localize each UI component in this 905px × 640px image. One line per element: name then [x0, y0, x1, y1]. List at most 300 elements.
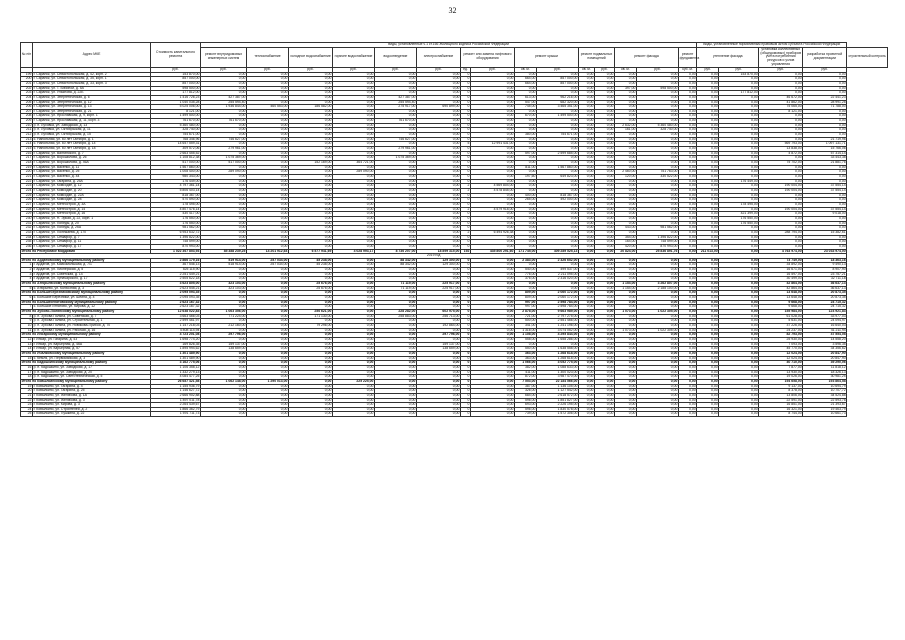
value-cell: 0,00: [719, 328, 759, 333]
value-cell: 0,00: [595, 291, 615, 296]
value-cell: 0,00: [471, 123, 515, 128]
value-cell: 0,00: [289, 77, 333, 82]
value-cell: 0,00: [515, 123, 537, 128]
value-cell: 0,00: [615, 202, 637, 207]
value-cell: 1 108,00: [515, 333, 537, 338]
value-cell: 0,00: [333, 375, 375, 380]
row-number: 14: [21, 347, 33, 352]
value-cell: 0,00: [471, 109, 515, 114]
value-cell: 0,00: [417, 272, 461, 277]
value-cell: 0,00: [697, 165, 719, 170]
value-cell: 0,00: [333, 300, 375, 305]
value-cell: 0,00: [515, 142, 537, 147]
value-cell: 0,00: [637, 389, 679, 394]
value-cell: 0,00: [471, 105, 515, 110]
value-cell: 0,00: [595, 347, 615, 352]
value-cell: 323 103,00: [201, 282, 247, 287]
value-cell: 2 598 784,00: [537, 300, 579, 305]
value-cell: 0,00: [615, 337, 637, 342]
row-number: 214: [21, 142, 33, 147]
value-cell: 0,00: [471, 291, 515, 296]
value-cell: 279 961,00: [201, 147, 247, 152]
value-cell: 0,00: [595, 221, 615, 226]
value-cell: 2 188 100,00: [637, 286, 679, 291]
header-col: ремонт подвальных помещений: [579, 47, 615, 67]
value-cell: 0: [461, 128, 471, 133]
value-cell: 0,00: [333, 407, 375, 412]
value-cell: 0,00: [247, 319, 289, 324]
row-number: 205: [21, 100, 33, 105]
value-cell: 0,00: [333, 100, 375, 105]
value-cell: 2 663 455,52: [151, 151, 201, 156]
value-cell: 0,00: [615, 393, 637, 398]
row-number: 219: [21, 165, 33, 170]
value-cell: 776,00: [515, 272, 537, 277]
value-cell: 171 745,00: [515, 249, 537, 254]
value-cell: 0,00: [201, 175, 247, 180]
value-cell: 0,00: [375, 277, 417, 282]
value-cell: 5 806 403,14: [151, 188, 201, 193]
value-cell: 0,00: [803, 221, 847, 226]
value-cell: 0,00: [615, 333, 637, 338]
value-cell: 0,00: [289, 193, 333, 198]
value-cell: 0,00: [537, 282, 579, 287]
value-cell: 4 084 477,25: [151, 375, 201, 380]
value-cell: 0,00: [697, 216, 719, 221]
address-cell: г. Саранск, ул. Ворошилова, д. 46А: [33, 161, 151, 166]
value-cell: 0,00: [375, 175, 417, 180]
value-cell: 0,00: [333, 123, 375, 128]
value-cell: 36 637,13: [803, 286, 847, 291]
value-cell: 0,00: [679, 165, 697, 170]
value-cell: 0,00: [417, 216, 461, 221]
value-cell: 0: [461, 351, 471, 356]
value-cell: 0,00: [595, 328, 615, 333]
value-cell: 0,00: [333, 291, 375, 296]
row-number: 224: [21, 188, 33, 193]
value-cell: 0,00: [247, 109, 289, 114]
value-cell: 257 034,00: [247, 263, 289, 268]
value-cell: 0,00: [679, 398, 697, 403]
value-cell: 9 137,00: [759, 384, 803, 389]
row-number: 217: [21, 156, 33, 161]
value-cell: 0,00: [375, 133, 417, 138]
value-cell: 517 000,00: [201, 161, 247, 166]
value-cell: 0,00: [679, 328, 697, 333]
value-cell: 21 393,67: [803, 403, 847, 408]
value-cell: 3 052 775,00: [537, 361, 579, 366]
value-cell: 0,00: [579, 207, 595, 212]
value-cell: 176 550,00: [151, 216, 201, 221]
value-cell: 0,00: [515, 147, 537, 152]
value-cell: 0: [461, 291, 471, 296]
value-cell: 721,00: [515, 314, 537, 319]
value-cell: 0,00: [719, 244, 759, 249]
value-cell: 0,00: [719, 128, 759, 133]
value-cell: 748 599,00: [151, 240, 201, 245]
value-cell: 0,00: [201, 179, 247, 184]
row-number: 210: [21, 123, 33, 128]
value-cell: 0,00: [637, 161, 679, 166]
value-cell: 0,00: [595, 379, 615, 384]
value-cell: 0,00: [595, 235, 615, 240]
value-cell: 0,00: [579, 156, 595, 161]
value-cell: 0,00: [515, 91, 537, 96]
value-cell: 0,00: [697, 105, 719, 110]
value-cell: 0,00: [595, 286, 615, 291]
header-col: ремонт крыши: [515, 47, 579, 67]
value-cell: 0,00: [417, 403, 461, 408]
value-cell: 0,00: [375, 398, 417, 403]
value-cell: 1 147 218,03: [151, 324, 201, 329]
value-cell: 0,00: [679, 105, 697, 110]
row-number: 5: [21, 286, 33, 291]
value-cell: 18 326,13: [803, 370, 847, 375]
value-cell: 0,00: [679, 179, 697, 184]
value-cell: 0,00: [201, 268, 247, 273]
value-cell: 0,00: [247, 240, 289, 245]
value-cell: 0,00: [333, 263, 375, 268]
value-cell: 0,00: [615, 188, 637, 193]
value-cell: 0,00: [333, 137, 375, 142]
value-cell: 0,00: [375, 179, 417, 184]
value-cell: 0,00: [719, 333, 759, 338]
value-cell: 23 757,21: [803, 272, 847, 277]
row-label: Итого по Ичалковскому муниципальному району: [21, 351, 151, 356]
value-cell: 0,00: [615, 105, 637, 110]
value-cell: 0,00: [417, 370, 461, 375]
value-cell: 0,00: [595, 119, 615, 124]
value-cell: 0,00: [803, 202, 847, 207]
value-cell: 0,00: [471, 161, 515, 166]
value-cell: 0,00: [803, 109, 847, 114]
value-cell: 0,00: [719, 175, 759, 180]
value-cell: 0,00: [579, 296, 595, 301]
value-cell: 0,00: [579, 72, 595, 77]
address-cell: г. Саранск, ул. Метеостроя, д. 16: [33, 212, 151, 217]
value-cell: 0,00: [679, 202, 697, 207]
value-cell: 0,00: [201, 351, 247, 356]
value-cell: 0,00: [803, 170, 847, 175]
value-cell: 0,00: [289, 100, 333, 105]
value-cell: 0,00: [289, 272, 333, 277]
value-cell: 0,00: [417, 375, 461, 380]
value-cell: 34 356,62: [803, 347, 847, 352]
value-cell: 0: [461, 403, 471, 408]
value-cell: 0,00: [637, 230, 679, 235]
value-cell: 0,00: [375, 361, 417, 366]
value-cell: 0,00: [719, 142, 759, 147]
value-cell: 0,00: [679, 361, 697, 366]
value-cell: 0,00: [595, 333, 615, 338]
value-cell: 0,00: [515, 216, 537, 221]
value-cell: 0: [461, 77, 471, 82]
value-cell: 0,00: [375, 202, 417, 207]
row-number: 9: [21, 319, 33, 324]
value-cell: 0,00: [333, 198, 375, 203]
value-cell: 0,00: [595, 193, 615, 198]
value-cell: 0,00: [333, 179, 375, 184]
value-cell: 0,00: [537, 202, 579, 207]
value-cell: 0,00: [201, 72, 247, 77]
value-cell: 0,00: [579, 170, 595, 175]
value-cell: 682 320,00: [537, 100, 579, 105]
value-cell: 0,00: [679, 95, 697, 100]
value-cell: 0,00: [595, 207, 615, 212]
value-cell: 0,00: [333, 347, 375, 352]
value-cell: 297 796,00: [417, 333, 461, 338]
value-cell: 0,00: [537, 91, 579, 96]
value-cell: 0: [461, 133, 471, 138]
value-cell: 0,00: [719, 389, 759, 394]
value-cell: 0,00: [719, 296, 759, 301]
value-cell: 0,00: [333, 258, 375, 263]
value-cell: 0,00: [471, 156, 515, 161]
value-cell: 0,00: [247, 179, 289, 184]
value-cell: 0,00: [579, 310, 595, 315]
value-cell: 1 241 196,00: [537, 324, 579, 329]
value-cell: 88 342,00: [375, 258, 417, 263]
value-cell: 2 095 093,35: [151, 291, 201, 296]
value-cell: 768 346,96: [151, 137, 201, 142]
value-cell: 22 593,78: [803, 398, 847, 403]
value-cell: 596,00: [515, 407, 537, 412]
value-cell: 0,00: [333, 384, 375, 389]
value-cell: 0,00: [697, 370, 719, 375]
value-cell: 0,00: [471, 300, 515, 305]
value-cell: 0,00: [471, 151, 515, 156]
value-cell: 0,00: [417, 230, 461, 235]
address-cell: г. Саранск, ул. Метеостроя, д. 14: [33, 207, 151, 212]
value-cell: 0,00: [515, 212, 537, 217]
value-cell: 0,00: [417, 128, 461, 133]
value-cell: 0,00: [333, 370, 375, 375]
value-cell: 0,00: [537, 184, 579, 189]
value-cell: 0,00: [719, 375, 759, 380]
row-number: 234: [21, 235, 33, 240]
value-cell: 0,00: [471, 342, 515, 347]
value-cell: 0,00: [595, 277, 615, 282]
value-cell: 0,00: [201, 235, 247, 240]
value-cell: 0,00: [637, 351, 679, 356]
value-cell: 0: [461, 165, 471, 170]
value-cell: 30 499,00: [759, 277, 803, 282]
value-cell: 0,00: [595, 109, 615, 114]
value-cell: 0,00: [595, 249, 615, 254]
value-cell: 0,00: [679, 272, 697, 277]
value-cell: 0,00: [375, 342, 417, 347]
value-cell: 0,00: [333, 133, 375, 138]
value-cell: 857 000,00: [537, 81, 579, 86]
value-cell: 0,00: [417, 337, 461, 342]
row-number: 201: [21, 81, 33, 86]
value-cell: 0,00: [289, 179, 333, 184]
value-cell: 0,00: [247, 123, 289, 128]
value-cell: 0,00: [697, 202, 719, 207]
value-cell: 0,00: [247, 198, 289, 203]
value-cell: 0,00: [417, 109, 461, 114]
value-cell: 400,00: [515, 193, 537, 198]
value-cell: 0,00: [417, 296, 461, 301]
row-number: 229: [21, 212, 33, 217]
value-cell: 0,00: [615, 207, 637, 212]
value-cell: 1 301 489,90: [151, 356, 201, 361]
value-cell: 0,00: [679, 109, 697, 114]
value-cell: 0,00: [615, 216, 637, 221]
value-cell: 0,00: [201, 370, 247, 375]
value-cell: 0,00: [289, 151, 333, 156]
value-cell: 0,00: [697, 133, 719, 138]
value-cell: 0,00: [375, 226, 417, 231]
value-cell: 0,00: [417, 95, 461, 100]
value-cell: 0,00: [615, 142, 637, 147]
value-cell: 25 930,00: [759, 337, 803, 342]
value-cell: 1 268 618,00: [537, 351, 579, 356]
value-cell: 0,00: [417, 137, 461, 142]
value-cell: 0,00: [637, 370, 679, 375]
value-cell: 613,00: [515, 95, 537, 100]
value-cell: 0,00: [247, 165, 289, 170]
value-cell: 0,00: [803, 165, 847, 170]
value-cell: 0,00: [247, 137, 289, 142]
value-cell: 0,00: [375, 230, 417, 235]
value-cell: 0,00: [679, 119, 697, 124]
value-cell: 980 343,00: [151, 175, 201, 180]
value-cell: 0,00: [515, 119, 537, 124]
unit-cell: кв. м.: [515, 67, 537, 72]
value-cell: 0,00: [417, 193, 461, 198]
value-cell: 0: [461, 272, 471, 277]
value-cell: 0,00: [289, 347, 333, 352]
value-cell: 0,00: [697, 175, 719, 180]
row-label: Итого по Республике Мордовия: [21, 249, 151, 254]
value-cell: 0,00: [417, 300, 461, 305]
row-number: 225: [21, 193, 33, 198]
value-cell: 1 040 035,28: [151, 100, 201, 105]
value-cell: 0,00: [595, 240, 615, 245]
value-cell: 0,00: [247, 277, 289, 282]
unit-cell: руб.: [697, 67, 719, 72]
value-cell: 13 648,00: [759, 291, 803, 296]
value-cell: 0,00: [333, 268, 375, 273]
value-cell: 0,00: [375, 188, 417, 193]
value-cell: 0,00: [579, 77, 595, 82]
value-cell: 0,00: [471, 198, 515, 203]
value-cell: 0,00: [697, 230, 719, 235]
value-cell: 0,00: [595, 81, 615, 86]
value-cell: 0,00: [679, 258, 697, 263]
value-cell: 0,00: [595, 105, 615, 110]
value-cell: 0,00: [595, 384, 615, 389]
value-cell: 0,00: [615, 361, 637, 366]
value-cell: 0,00: [247, 328, 289, 333]
value-cell: 0,00: [515, 226, 537, 231]
value-cell: 761 670,00: [375, 119, 417, 124]
value-cell: 82 793,00: [759, 333, 803, 338]
value-cell: 0,00: [637, 384, 679, 389]
value-cell: 0,00: [375, 128, 417, 133]
value-cell: 0,00: [759, 198, 803, 203]
value-cell: 0,00: [679, 114, 697, 119]
value-cell: 0,00: [595, 268, 615, 273]
value-cell: 1 154,00: [615, 282, 637, 287]
value-cell: 382,00: [515, 365, 537, 370]
value-cell: 1 127 542,00: [537, 389, 579, 394]
row-number: 23: [21, 403, 33, 408]
row-number: 207: [21, 109, 33, 114]
value-cell: 0,00: [471, 412, 515, 417]
value-cell: 11 818,12: [803, 365, 847, 370]
value-cell: 0,00: [515, 128, 537, 133]
value-cell: 0: [461, 361, 471, 366]
unit-cell: руб.: [637, 67, 679, 72]
unit-cell: кв. м.: [615, 67, 637, 72]
value-cell: 0,00: [333, 207, 375, 212]
value-cell: 20 873,35: [803, 296, 847, 301]
value-cell: 0,00: [679, 291, 697, 296]
value-cell: 0,00: [697, 291, 719, 296]
value-cell: 0,00: [333, 319, 375, 324]
value-cell: 22 441,23: [803, 95, 847, 100]
value-cell: 0,00: [333, 193, 375, 198]
value-cell: 0,00: [417, 86, 461, 91]
value-cell: 0,00: [515, 188, 537, 193]
value-cell: 0,00: [637, 296, 679, 301]
value-cell: 0,00: [615, 347, 637, 352]
value-cell: 21 881,76: [803, 161, 847, 166]
value-cell: 0,00: [679, 305, 697, 310]
value-cell: 0,00: [595, 114, 615, 119]
row-number: 12: [21, 337, 33, 342]
value-cell: 0,00: [719, 277, 759, 282]
value-cell: 0,00: [201, 193, 247, 198]
value-cell: 4 807 476,14: [151, 207, 201, 212]
value-cell: 0,00: [333, 119, 375, 124]
value-cell: 0,00: [679, 300, 697, 305]
value-cell: 0,00: [333, 365, 375, 370]
value-cell: 12 991 431,00: [471, 142, 515, 147]
value-cell: 138 659,00: [201, 347, 247, 352]
value-cell: 177 812,00: [151, 91, 201, 96]
value-cell: 0,00: [615, 161, 637, 166]
value-cell: 0,00: [515, 286, 537, 291]
value-cell: 1 268 618,00: [537, 356, 579, 361]
value-cell: 0,00: [471, 240, 515, 245]
value-cell: 0,00: [579, 375, 595, 380]
value-cell: 0,00: [719, 114, 759, 119]
row-number: 200: [21, 77, 33, 82]
value-cell: 0,00: [375, 356, 417, 361]
value-cell: 0,00: [515, 342, 537, 347]
value-cell: 0,00: [637, 179, 679, 184]
value-cell: 1 075 369,00: [375, 156, 417, 161]
value-cell: 0,00: [637, 319, 679, 324]
value-cell: 0,00: [595, 393, 615, 398]
value-cell: 0,00: [247, 389, 289, 394]
value-cell: 0,00: [679, 86, 697, 91]
value-cell: 15 766,06: [803, 147, 847, 152]
value-cell: 0,00: [615, 319, 637, 324]
value-cell: 754 671,00: [537, 133, 579, 138]
value-cell: 0,00: [247, 114, 289, 119]
value-cell: 0,00: [679, 379, 697, 384]
value-cell: 0,00: [375, 324, 417, 329]
value-cell: 2 264 439,67: [151, 403, 201, 408]
value-cell: 0,00: [803, 72, 847, 77]
value-cell: 1 136 105,00: [537, 384, 579, 389]
value-cell: 0,00: [679, 337, 697, 342]
value-cell: 0,00: [247, 221, 289, 226]
